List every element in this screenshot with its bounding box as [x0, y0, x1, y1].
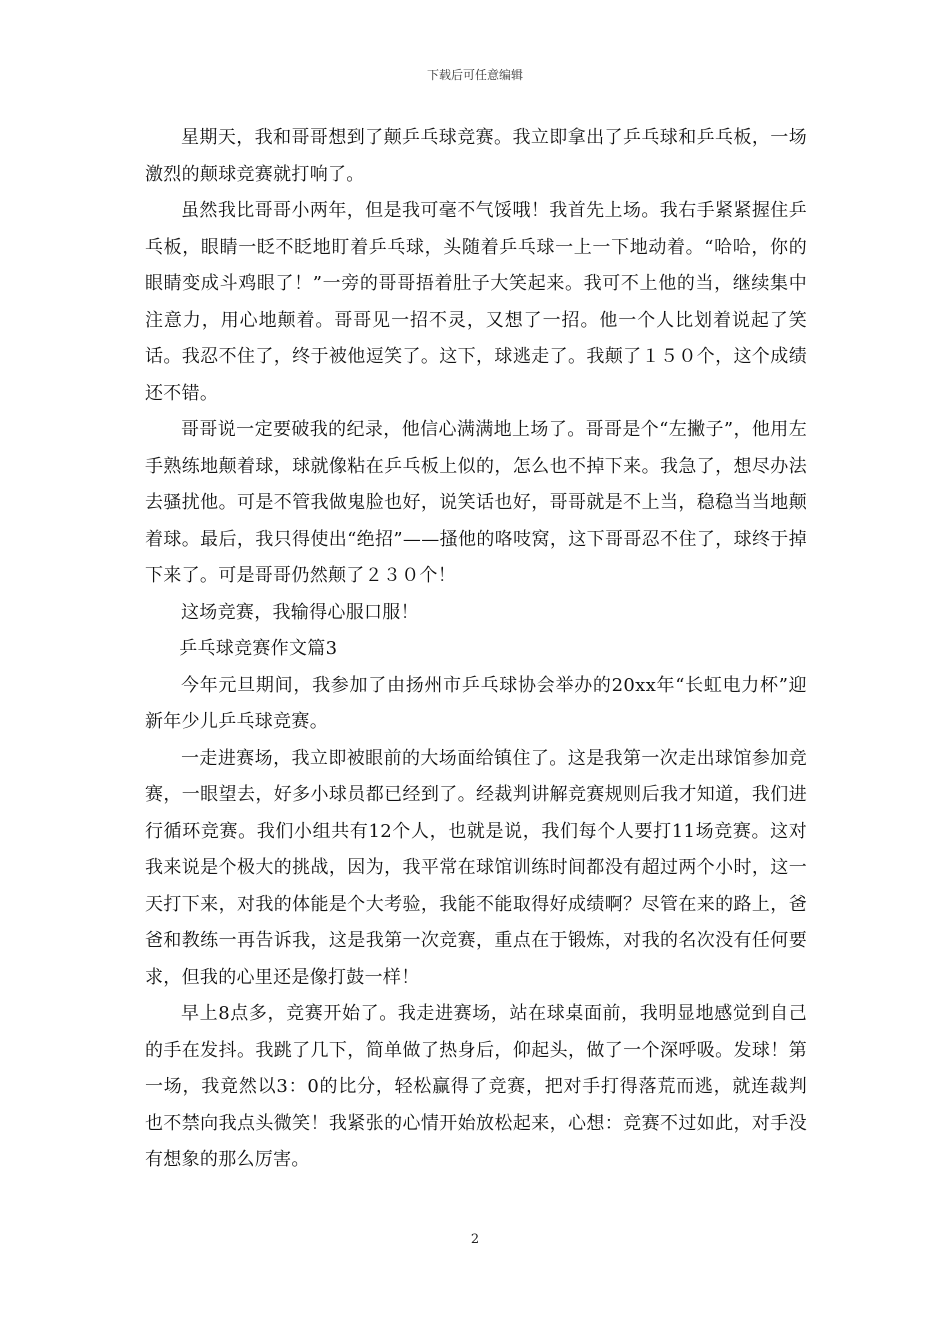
paragraph-3: 哥哥说一定要破我的纪录，他信心满满地上场了。哥哥是个“左撇子”，他用左手熟练地颠着球，球就像粘在乒乓板上似的，怎么也不掉下来。我急了，想尽办法去骚扰他。可是不管我做鬼脸也好，说笑话也好，哥哥就是不上当，稳稳当当地颠着球。最后，我只得使出“绝招”——搔他的咯吱窝，这下哥哥忍不住了，球终于掉下来了。可是哥哥仍然颠了２３０个！: [145, 419, 807, 586]
paragraph-5: 今年元旦期间，我参加了由扬州市乒乓球协会举办的20xx年“长虹电力杯”迎新年少儿乒乓球竞赛。: [145, 674, 807, 732]
paragraph-4: 这场竞赛，我输得心服口服！: [181, 601, 419, 623]
paragraph-1: 星期天，我和哥哥想到了颠乒乓球竞赛。我立即拿出了乒乓球和乒乓板，一场激烈的颠球竞赛就打响了。: [145, 127, 807, 185]
page-header: 下载后可任意编辑: [426, 68, 523, 82]
paragraph-7: 早上8点多，竞赛开始了。我走进赛场，站在球桌面前，我明显地感觉到自己的手在发抖。我跳了几下，简单做了热身后，仰起头，做了一个深呼吸。发球！第一场，我竟然以3：0的比分，轻松赢得了竞赛，把对手打得落荒而逃，就连裁判也不禁向我点头微笑！我紧张的心情开始放松起来，心想：竞赛不过如此，对手没有想象的那么厉害。: [145, 1003, 807, 1170]
page-number: 2: [470, 1232, 480, 1247]
paragraph-6: 一走进赛场，我立即被眼前的大场面给镇住了。这是我第一次走出球馆参加竞赛，一眼望去，好多小球员都已经到了。经裁判讲解竞赛规则后我才知道，我们进行循环竞赛。我们小组共有12个人，也就是说，我们每个人要打11场竞赛。这对我来说是个极大的挑战，因为，我平常在球馆训练时间都没有超过两个小时，这一天打下来，对我的体能是个大考验，我能不能取得好成绩啊？尽管在来的路上，爸爸和教练一再告诉我，这是我第一次竞赛，重点在于锻炼，对我的名次没有任何要求，但我的心里还是像打鼓一样！: [145, 747, 807, 988]
document-body: [145, 120, 807, 1179]
paragraph-2: 虽然我比哥哥小两年，但是我可毫不气馁哦！我首先上场。我右手紧紧握住乒乓板，眼睛一眨不眨地盯着乒乓球，头随着乒乓球一上一下地动着。“哈哈，你的眼睛变成斗鸡眼了！”一旁的哥哥捂着肚子大笑起来。我可不上他的当，继续集中注意力，用心地颠着。哥哥见一招不灵，又想了一招。他一个人比划着说起了笑话。我忍不住了，终于被他逗笑了。这下，球逃走了。我颠了１５０个，这个成绩还不错。: [145, 200, 807, 404]
section-heading: 乒乓球竞赛作文篇3: [179, 638, 338, 659]
